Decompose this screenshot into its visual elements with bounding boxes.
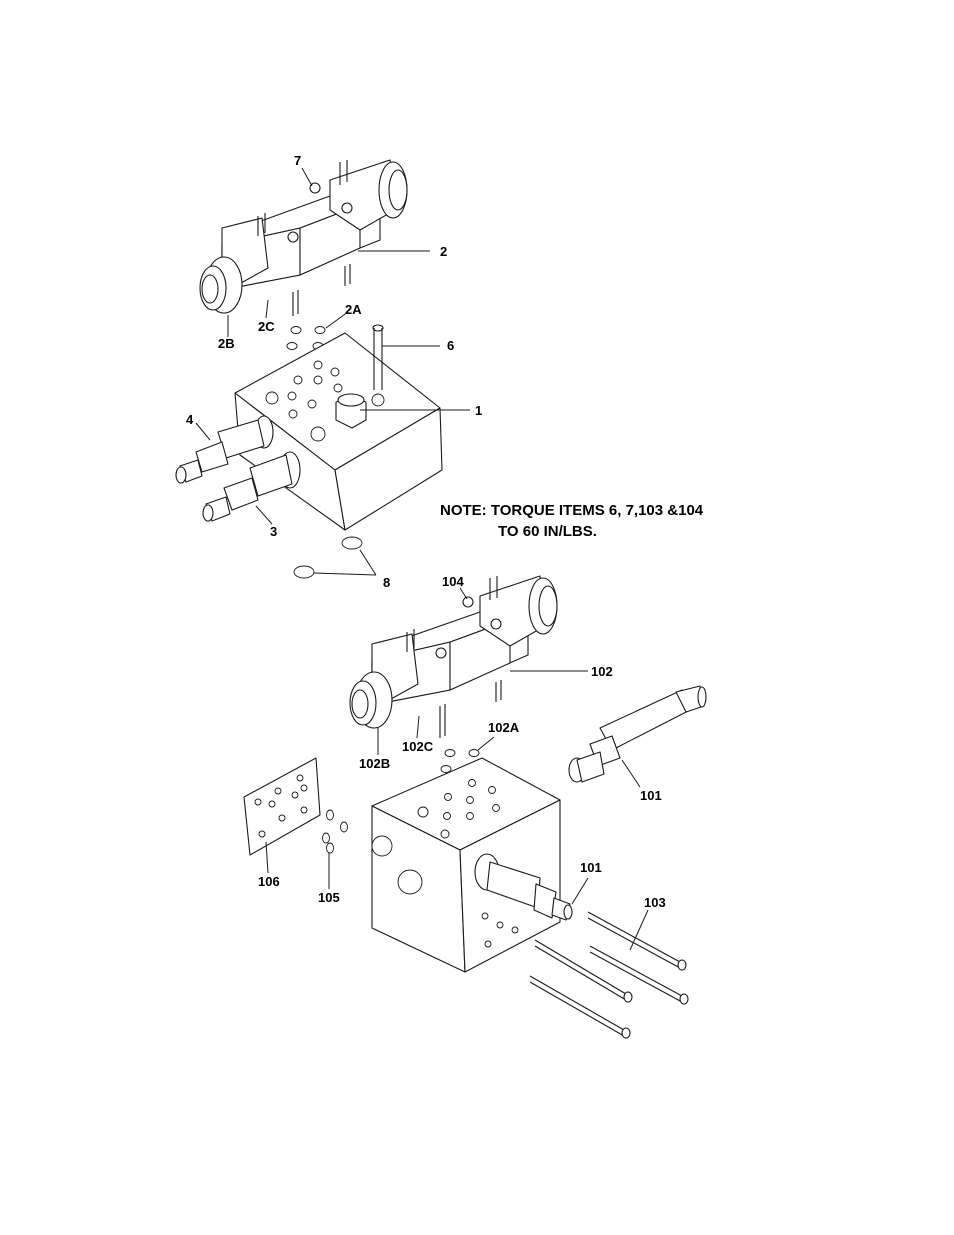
gasket-plate-106 xyxy=(244,758,320,855)
torque-note-line-2: TO 60 IN/LBS. xyxy=(498,523,597,540)
callout-2a: 2A xyxy=(345,302,362,317)
callout-106: 106 xyxy=(258,874,280,889)
callout-102a: 102A xyxy=(488,720,520,735)
upper-o-rings xyxy=(287,327,325,350)
screws-103 xyxy=(530,912,688,1038)
callout-3: 3 xyxy=(270,524,278,539)
callout-2: 2 xyxy=(440,244,448,259)
callout-105: 105 xyxy=(318,890,340,905)
callout-101-front: 101 xyxy=(580,860,602,875)
callout-8: 8 xyxy=(383,575,391,590)
callout-103: 103 xyxy=(644,895,666,910)
callout-7: 7 xyxy=(294,153,302,168)
torque-note-line-1: NOTE: TORQUE ITEMS 6, 7,103 &104 xyxy=(440,502,704,519)
callout-102: 102 xyxy=(591,664,613,679)
callout-2b: 2B xyxy=(218,336,235,351)
callout-102b: 102B xyxy=(359,756,391,771)
torque-note xyxy=(440,500,703,542)
o-rings-8 xyxy=(294,537,362,578)
callout-4: 4 xyxy=(186,412,194,427)
lower-manifold-block xyxy=(372,758,560,972)
callout-1: 1 xyxy=(475,403,483,418)
callout-104: 104 xyxy=(442,574,464,589)
upper-solenoid-valve xyxy=(200,160,407,316)
callout-2c: 2C xyxy=(258,319,275,334)
callout-101-rear: 101 xyxy=(640,788,662,803)
lower-solenoid-valve xyxy=(350,576,557,738)
callout-102c: 102C xyxy=(402,739,434,754)
callout-6: 6 xyxy=(447,338,455,353)
o-rings-105 xyxy=(323,810,348,853)
cartridge-101-rear xyxy=(569,686,706,782)
